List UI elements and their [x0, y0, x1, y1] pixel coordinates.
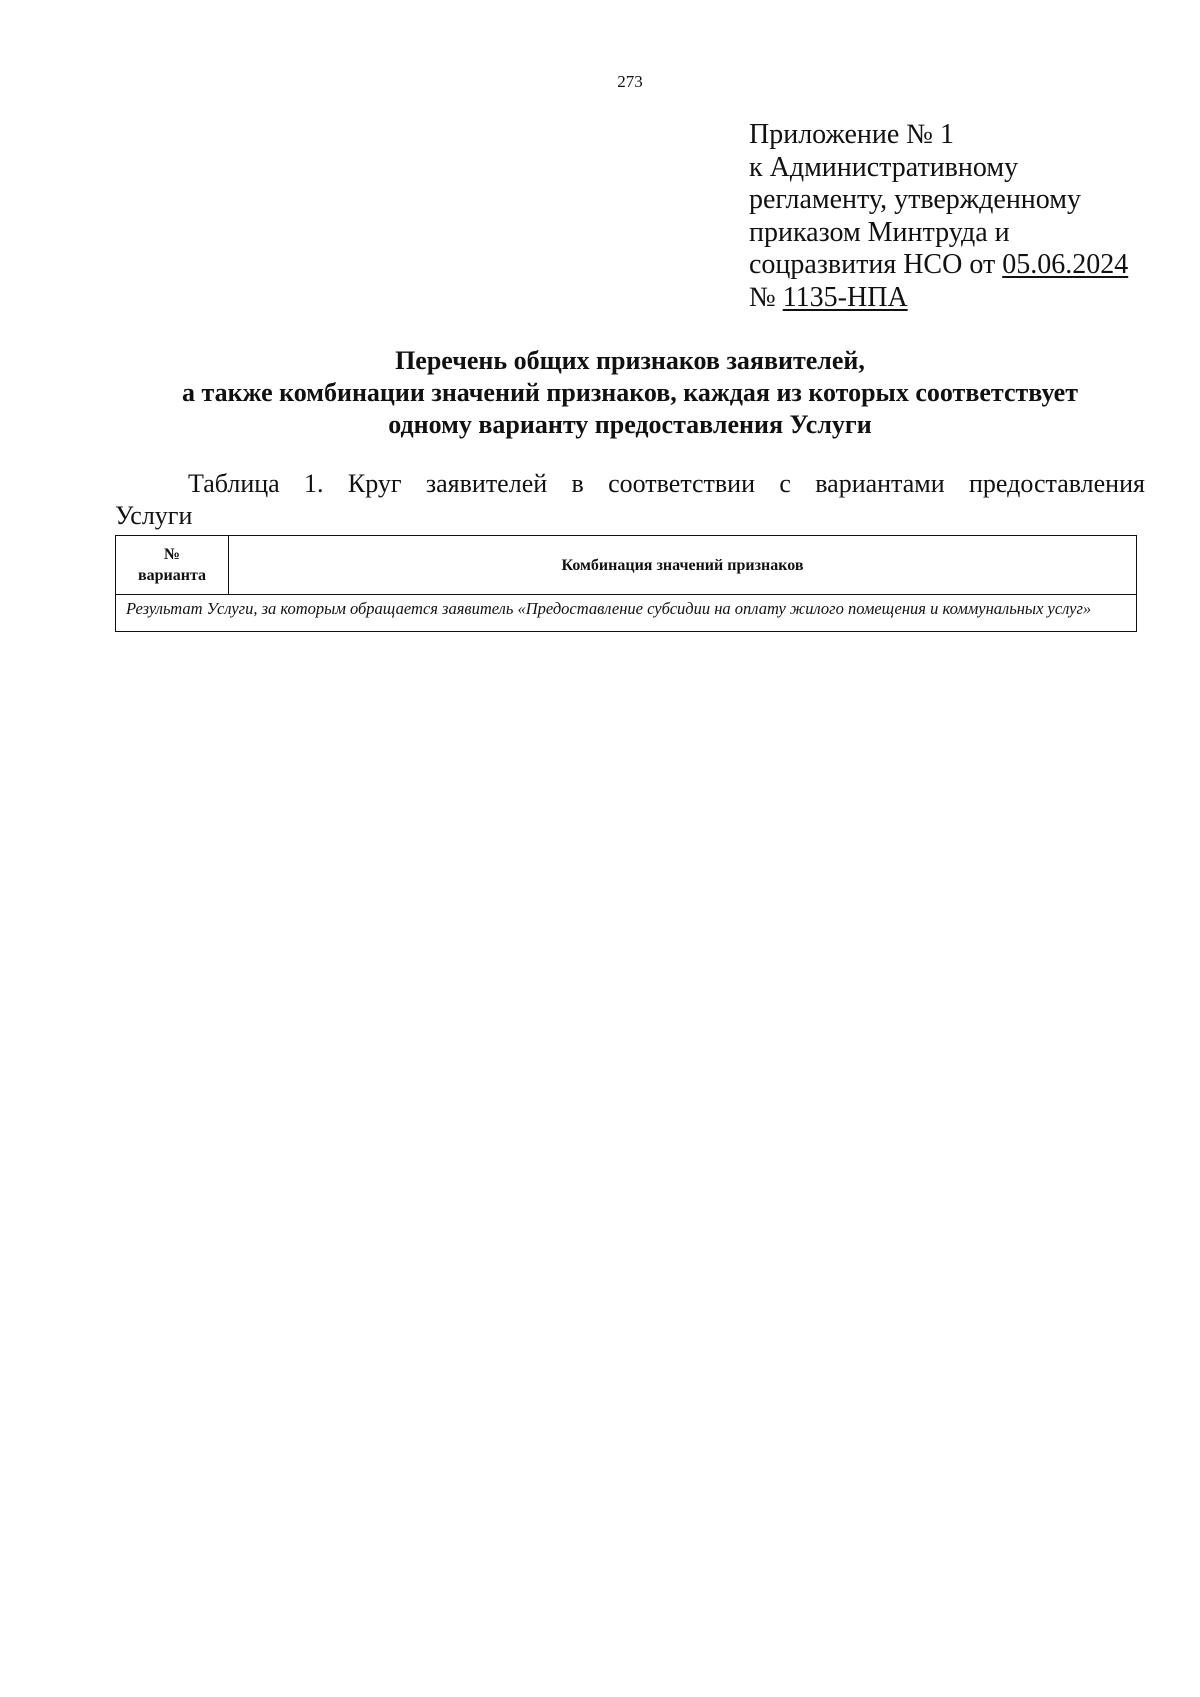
appendix-text: соцразвития НСО от [749, 249, 1003, 280]
appendix-line: к Административному [749, 151, 1019, 183]
header-number-sign: № [163, 546, 181, 563]
caption-word: вариантами [815, 469, 945, 498]
number-sign: № [749, 281, 783, 313]
caption-line [115, 468, 1145, 500]
appendix-line: Приложение № 1 [749, 119, 954, 150]
page-number: 273 [617, 72, 643, 91]
variants-table [115, 535, 1137, 632]
caption-word: 1. [304, 469, 324, 498]
header-variant-label: варианта [137, 567, 207, 584]
order-number: 1135-НПА [782, 281, 908, 313]
order-date: 05.06.2024 [1002, 249, 1129, 280]
appendix-line: приказом Минтруда и [749, 216, 1010, 248]
caption-word: с [779, 469, 791, 498]
caption-word: предоставления [968, 469, 1145, 498]
appendix-line [749, 249, 1169, 282]
heading-line: одному варианту предоставления Услуги [388, 410, 872, 439]
appendix-block [749, 119, 1169, 314]
appendix-line: регламенту, утвержденному [749, 184, 1081, 215]
caption-word: соответствии [608, 469, 756, 498]
header-combination: Комбинация значений признаков [229, 536, 1137, 595]
caption-line: Услуги [115, 501, 193, 530]
caption-word: Таблица [188, 469, 280, 498]
appendix-line [749, 282, 1169, 315]
heading-line: а также комбинации значений признаков, каждая из которых соответствует [182, 378, 1078, 407]
caption-word: заявителей [425, 469, 548, 498]
heading-line: Перечень общих признаков заявителей, [395, 346, 865, 375]
document-heading [115, 345, 1145, 441]
caption-word: в [571, 469, 584, 498]
caption-word: Круг [347, 469, 402, 498]
result-cell: Результат Услуги, за которым обращается заявитель «Предоставление субсидии на оплату жилого помещения и коммунальных услуг» [116, 595, 1137, 632]
header-variant-number [116, 536, 229, 595]
table-caption [115, 468, 1145, 532]
table-row [116, 595, 1137, 632]
table-header-row [116, 536, 1137, 595]
